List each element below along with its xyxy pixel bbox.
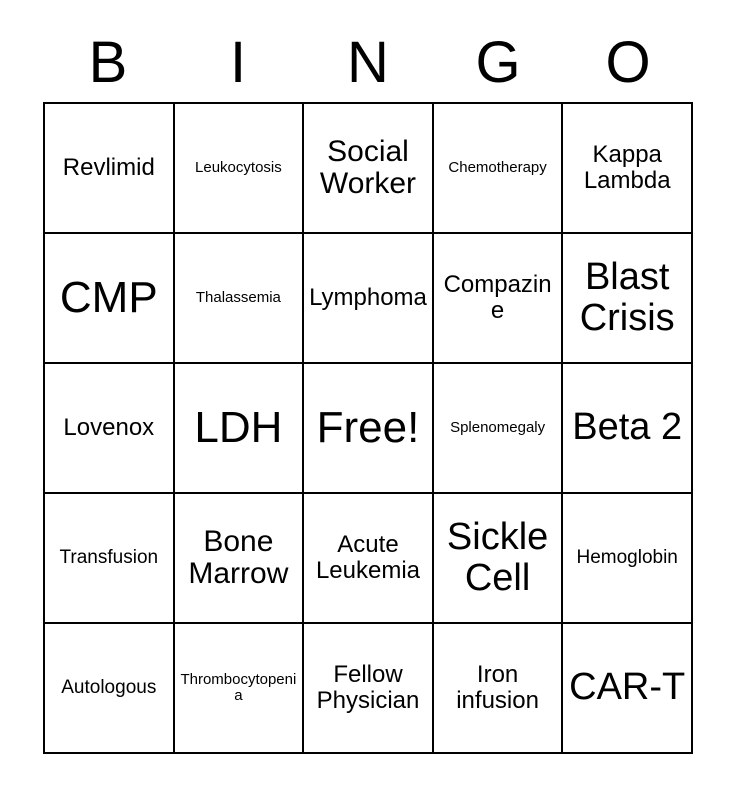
bingo-cell-label: Free! [316,403,420,453]
bingo-cell-label: Lovenox [63,414,155,442]
bingo-cell-label: Thrombocytopenia [180,670,297,704]
bingo-cell-label: Fellow Physician [316,661,420,714]
bingo-cell[interactable] [563,234,693,364]
bingo-cell[interactable] [45,494,175,624]
bingo-cell[interactable] [304,624,434,754]
bingo-cell-label: Thalassemia [195,288,281,306]
bingo-cell[interactable] [563,624,693,754]
bingo-cell-label: Transfusion [59,546,159,568]
bingo-cell[interactable] [434,364,564,494]
bingo-cell[interactable] [45,234,175,364]
bingo-cell[interactable] [45,104,175,234]
bingo-cell[interactable] [563,104,693,234]
header-letter-i: I [229,30,247,95]
bingo-cell-free[interactable] [304,364,434,494]
bingo-cell-label: CMP [59,273,158,323]
bingo-cell[interactable] [175,234,305,364]
bingo-cell-label: Beta 2 [572,406,683,449]
bingo-cell[interactable] [175,364,305,494]
bingo-cell[interactable] [175,104,305,234]
bingo-cell-label: Lymphoma [309,284,427,312]
bingo-cell[interactable] [434,234,564,364]
bingo-cell[interactable] [175,624,305,754]
bingo-cell[interactable] [434,624,564,754]
bingo-cell[interactable] [434,104,564,234]
bingo-cell-label: LDH [194,403,283,453]
bingo-cell-label: Blast Crisis [579,255,675,339]
header-letter-o: O [605,30,651,95]
bingo-cell[interactable] [304,234,434,364]
bingo-cell[interactable] [434,494,564,624]
bingo-cell[interactable] [304,104,434,234]
bingo-cell-label: Acute Leukemia [315,531,421,584]
bingo-cell-label: Social Worker [319,134,417,200]
bingo-cell-label: Iron infusion [456,661,539,714]
bingo-cell-label: Splenomegaly [450,418,546,436]
bingo-cell-label: Hemoglobin [576,546,678,568]
header-letter-n: N [347,30,389,95]
bingo-cell-label: Bone Marrow [188,524,289,590]
bingo-cell-label: CAR-T [569,666,686,709]
bingo-cell[interactable] [563,494,693,624]
bingo-cell-label: Leukocytosis [195,158,282,176]
header-letter-b: B [88,30,128,95]
bingo-cell-label: Revlimid [62,154,155,182]
header-letter-g: G [475,30,521,95]
bingo-cell[interactable] [563,364,693,494]
bingo-cell[interactable] [304,494,434,624]
bingo-cell[interactable] [175,494,305,624]
bingo-grid [43,102,693,754]
bingo-cell-label: Kappa Lambda [583,141,671,194]
bingo-cell[interactable] [45,624,175,754]
bingo-cell-label: Sickle Cell [446,515,549,599]
bingo-header [43,0,693,94]
bingo-cell-label: Compazine [443,271,552,324]
bingo-cell-label: Chemotherapy [448,158,547,176]
bingo-cell-label: Autologous [61,676,157,698]
bingo-cell[interactable] [45,364,175,494]
